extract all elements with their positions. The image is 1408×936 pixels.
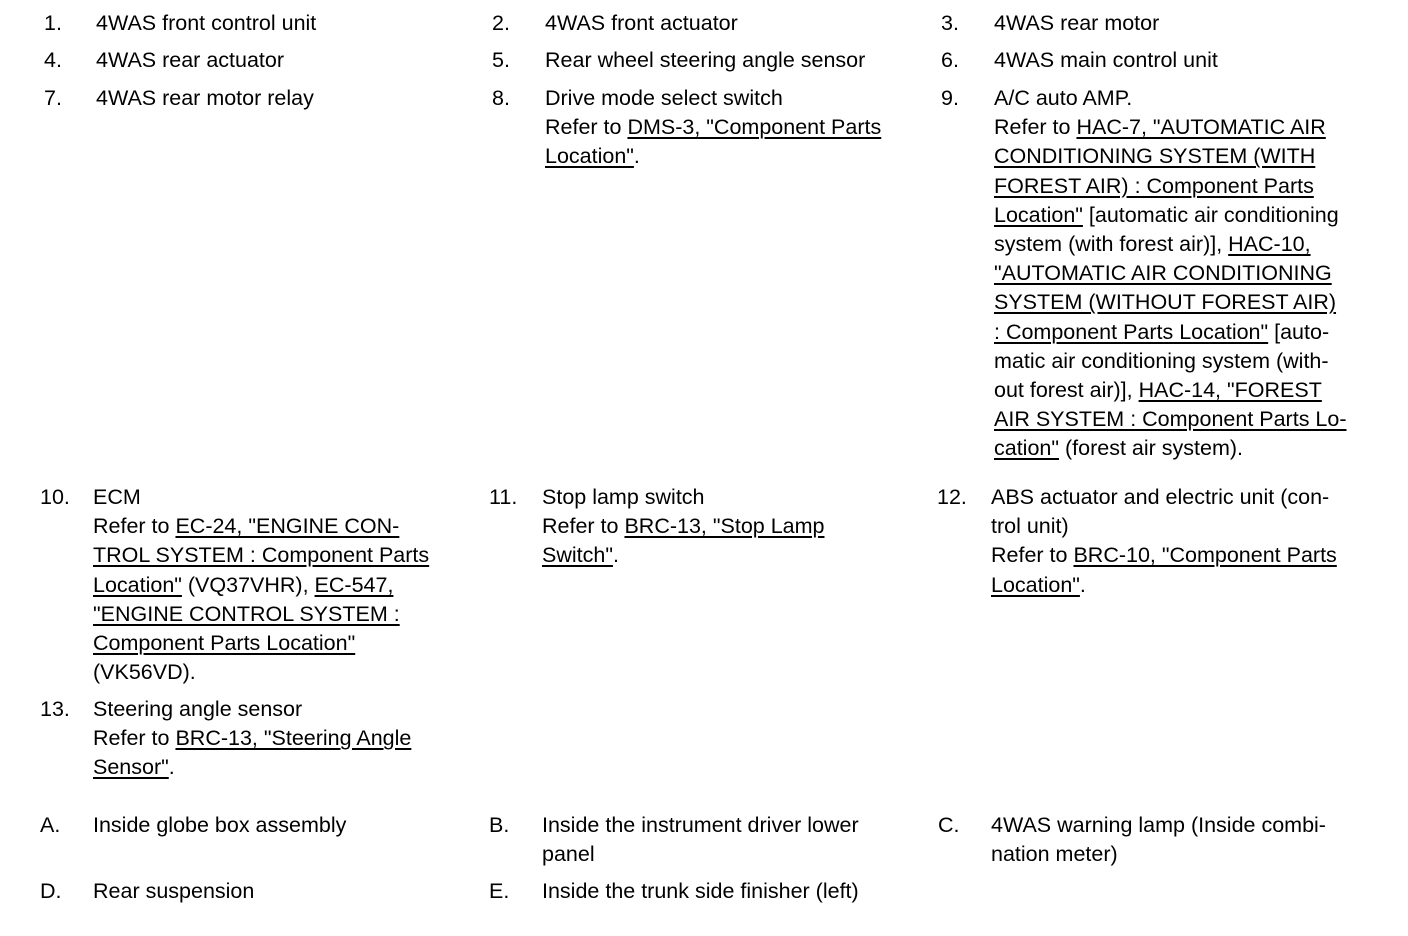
note-text: (forest air system). [1059, 436, 1243, 461]
item-number: 3. [941, 11, 959, 35]
reference-link-dms-3-cont[interactable]: Location" [545, 144, 634, 169]
item-number: 1. [44, 11, 62, 35]
reference-link-hac-10[interactable]: HAC-10, [1228, 232, 1311, 257]
reference-link-hac-7[interactable]: HAC-7, "AUTOMATIC AIR [1076, 115, 1326, 140]
reference-link-ec-24-cont[interactable]: TROL SYSTEM : Component Parts [93, 543, 430, 568]
reference-link-ec-547[interactable]: EC-547, [314, 572, 394, 597]
reference-link-dms-3[interactable]: DMS-3, "Component Parts [627, 115, 882, 140]
reference-link-ec-547-cont[interactable]: "ENGINE CONTROL SYSTEM : [93, 601, 400, 626]
item-title: 4WAS front control unit [96, 11, 317, 35]
item-title: 4WAS main control unit [994, 48, 1218, 72]
reference-link-ec-24[interactable]: EC-24, "ENGINE CON- [175, 514, 400, 539]
note-text: out forest air)], [994, 378, 1139, 403]
item-letter: A. [40, 813, 61, 837]
item-number: 8. [492, 86, 510, 110]
item-title: 4WAS rear actuator [96, 48, 284, 72]
item-title: A/C auto AMP. [994, 86, 1133, 110]
reference-link-hac-7-cont[interactable]: Location" [994, 202, 1083, 227]
note-text: matic air conditioning system (with- [994, 348, 1329, 373]
item-title: Rear wheel steering angle sensor [545, 48, 866, 72]
reference-link-hac-14[interactable]: HAC-14, "FOREST [1138, 378, 1322, 403]
item-title: ABS actuator and electric unit (con- [991, 485, 1330, 509]
item-title-cont: trol unit) [991, 514, 1069, 539]
location-text: 4WAS warning lamp (Inside combi- [991, 813, 1326, 837]
refer-to-text: Refer to [994, 115, 1077, 140]
item-letter: D. [40, 879, 62, 903]
item-title: 4WAS rear motor [994, 11, 1160, 35]
reference-link-hac-7-cont[interactable]: CONDITIONING SYSTEM (WITH [994, 144, 1316, 169]
note-text: [automatic air conditioning [1082, 202, 1339, 227]
location-text-cont: nation meter) [991, 842, 1118, 867]
note-text: (VQ37VHR), [181, 572, 315, 597]
item-letter: E. [489, 879, 510, 903]
reference-link-brc-10[interactable]: BRC-10, "Component Parts [1073, 543, 1337, 568]
item-letter: B. [489, 813, 510, 837]
item-number: 7. [44, 86, 62, 110]
refer-to-text: Refer to [991, 543, 1074, 568]
note-text: (VK56VD). [93, 660, 196, 685]
location-text: Inside globe box assembly [93, 813, 347, 837]
location-text-cont: panel [542, 842, 595, 867]
reference-link-brc-13-steering-cont[interactable]: Sensor" [93, 755, 169, 780]
item-number: 6. [941, 48, 959, 72]
refer-to-text: Refer to [545, 115, 628, 140]
reference-link-brc-13-stop-lamp-cont[interactable]: Switch" [542, 543, 613, 568]
reference-link-ec-24-cont[interactable]: Location" [93, 572, 182, 597]
reference-link-hac-10-cont[interactable]: : Component Parts Location" [994, 319, 1269, 344]
punctuation: . [1079, 572, 1086, 597]
refer-to-text: Refer to [93, 726, 176, 751]
punctuation: . [168, 755, 175, 780]
item-title: ECM [93, 485, 141, 509]
item-title: Drive mode select switch [545, 86, 783, 110]
reference-link-hac-7-cont[interactable]: FOREST AIR) : Component Parts [994, 173, 1314, 198]
item-number: 13. [40, 697, 70, 721]
reference-link-ec-547-cont[interactable]: Component Parts Location" [93, 631, 356, 656]
item-number: 12. [937, 485, 967, 509]
item-number: 4. [44, 48, 62, 72]
reference-link-hac-10-cont[interactable]: SYSTEM (WITHOUT FOREST AIR) [994, 290, 1337, 315]
item-title: Steering angle sensor [93, 697, 303, 721]
reference-link-hac-10-cont[interactable]: "AUTOMATIC AIR CONDITIONING [994, 261, 1332, 286]
note-text: system (with forest air)], [994, 232, 1229, 257]
note-text: [auto- [1268, 319, 1330, 344]
reference-link-hac-14-cont[interactable]: AIR SYSTEM : Component Parts Lo- [994, 407, 1347, 432]
location-text: Rear suspension [93, 879, 255, 903]
item-number: 2. [492, 11, 510, 35]
refer-to-text: Refer to [93, 514, 176, 539]
reference-link-brc-10-cont[interactable]: Location" [991, 572, 1080, 597]
item-number: 11. [489, 485, 518, 509]
item-number: 10. [40, 485, 70, 509]
reference-link-hac-14-cont[interactable]: cation" [994, 436, 1060, 461]
punctuation: . [633, 144, 640, 169]
refer-to-text: Refer to [542, 514, 625, 539]
item-title: 4WAS rear motor relay [96, 86, 314, 110]
reference-link-brc-13-stop-lamp[interactable]: BRC-13, "Stop Lamp [624, 514, 825, 539]
reference-link-brc-13-steering[interactable]: BRC-13, "Steering Angle [175, 726, 412, 751]
location-text: Inside the trunk side finisher (left) [542, 879, 859, 903]
item-title: Stop lamp switch [542, 485, 705, 509]
item-title: 4WAS front actuator [545, 11, 738, 35]
location-text: Inside the instrument driver lower [542, 813, 859, 837]
punctuation: . [612, 543, 619, 568]
item-number: 9. [941, 86, 959, 110]
item-number: 5. [492, 48, 510, 72]
item-letter: C. [938, 813, 960, 837]
